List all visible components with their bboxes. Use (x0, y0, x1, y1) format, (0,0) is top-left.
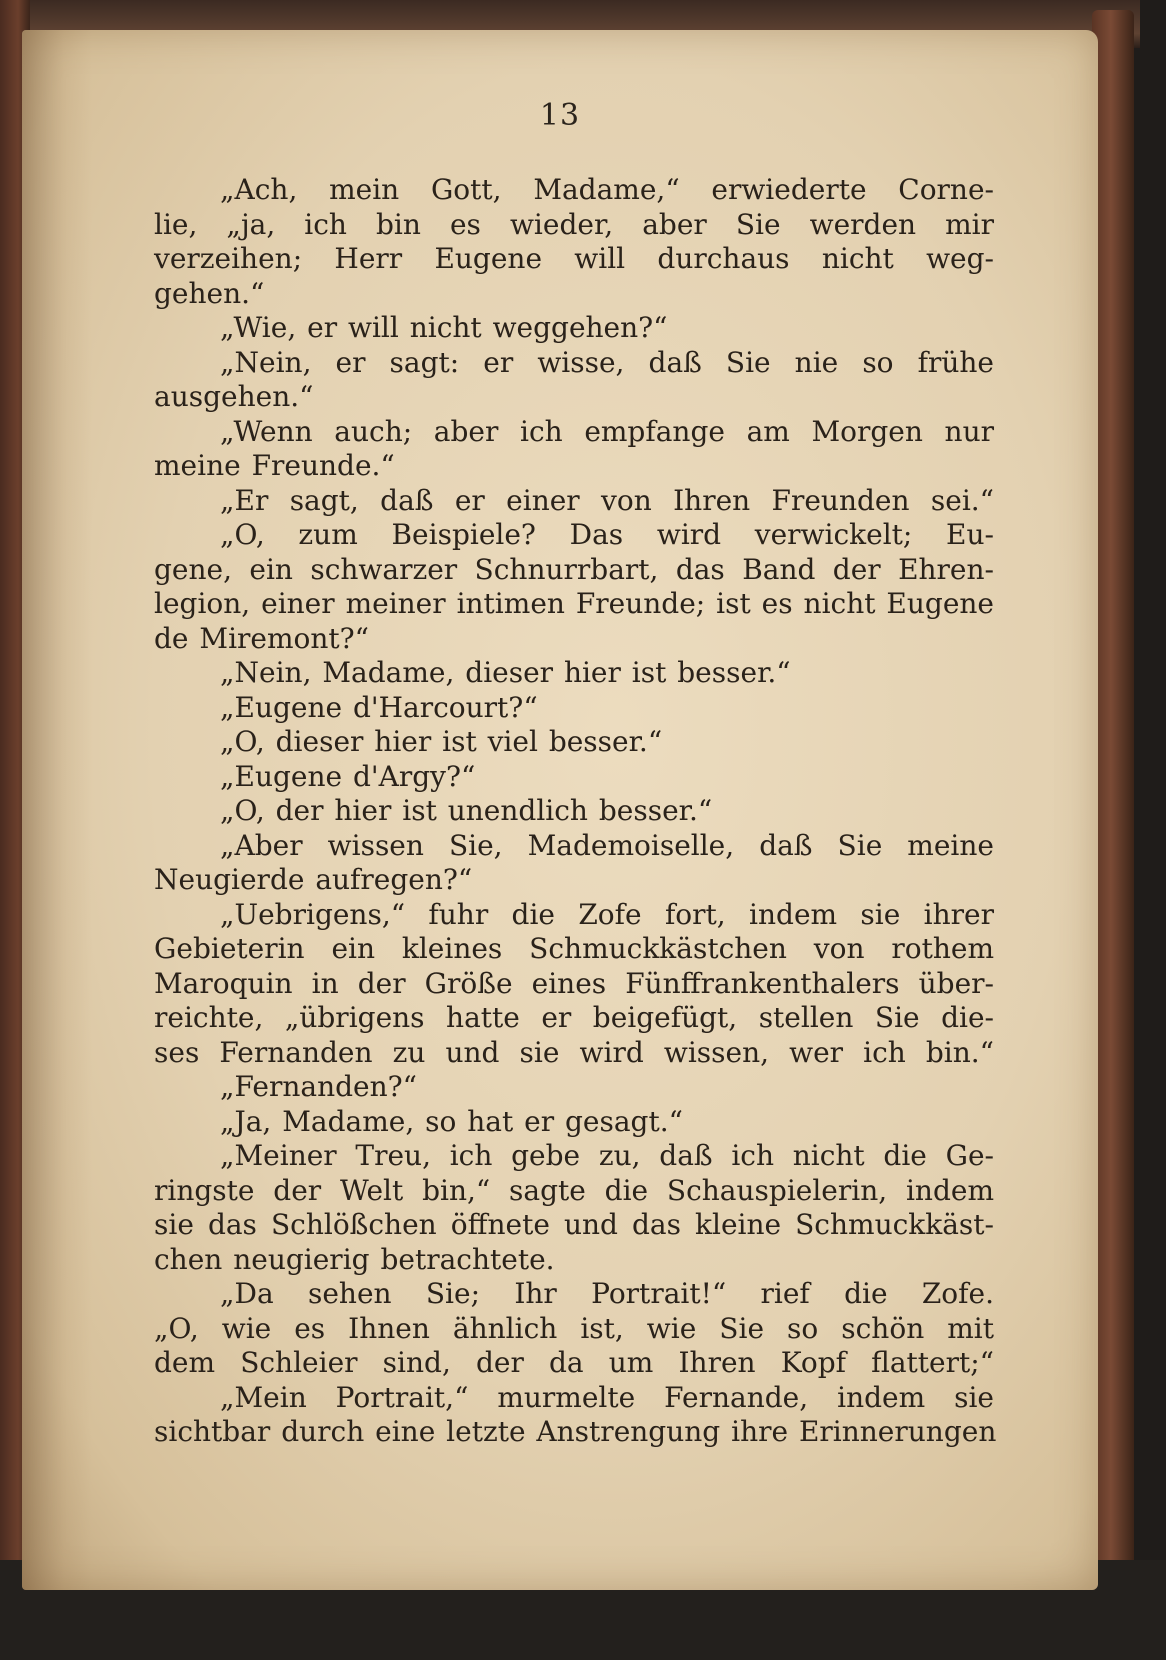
text-line: „Ja, Madame, so hat er gesagt.“ (220, 1104, 683, 1138)
text-line: sie das Schlößchen öffnete und das kleine Schmuckkäst- (154, 1208, 994, 1241)
text-line: „Da sehen Sie; Ihr Portrait!“ rief die Zofe. (220, 1277, 994, 1310)
text-line: „O, der hier ist unendlich besser.“ (220, 794, 713, 827)
text-line: „Wie, er will nicht weggehen?“ (220, 311, 668, 344)
text-line: „O, wie es Ihnen ähnlich ist, wie Sie so schön mit (154, 1311, 994, 1345)
text-line: ses Fernanden zu und sie wird wissen, wer ich bin.“ (154, 1035, 994, 1069)
text-line: „Uebrigens,“ fuhr die Zofe fort, indem sie ihrer (220, 897, 994, 931)
text-line: „Eugene d'Argy?“ (220, 759, 476, 793)
text-line: „Nein, er sagt: er wisse, daß Sie nie so frühe (220, 345, 994, 379)
text-line: „Meiner Treu, ich gebe zu, daß ich nicht die Ge- (220, 1139, 994, 1172)
body-text (154, 173, 997, 1450)
page-number: 13 (539, 98, 581, 133)
text-line: „Mein Portrait,“ murmelte Fernande, indem sie (220, 1380, 994, 1414)
text-line: „O, dieser hier ist viel besser.“ (220, 725, 663, 758)
text-line: verzeihen; Herr Eugene will durchaus nicht weg- (154, 242, 994, 275)
text-line: Maroquin in der Größe eines Fünffrankenthalers über- (154, 966, 994, 1000)
text-line: Neugierde aufregen?“ (154, 863, 473, 896)
text-line: „Eugene d'Harcourt?“ (220, 690, 538, 724)
text-line: „Er sagt, daß er einer von Ihren Freunden sei.“ (220, 483, 994, 517)
text-line: de Miremont?“ (154, 621, 369, 655)
text-line: Gebieterin ein kleines Schmuckkästchen von rothem (154, 932, 994, 965)
page-gutter-shadow (22, 30, 92, 1590)
text-line: „Fernanden?“ (220, 1070, 417, 1103)
text-line: ringste der Welt bin,“ sagte die Schauspielerin, indem (154, 1173, 994, 1207)
text-line: „Wenn auch; aber ich empfange am Morgen nur (220, 414, 994, 448)
text-line: gehen.“ (154, 276, 265, 310)
text-line: „Ach, mein Gott, Madame,“ erwiederte Corne- (220, 173, 994, 206)
text-line: meine Freunde.“ (154, 449, 395, 482)
text-line: sichtbar durch eine letzte Anstrengung ihre Erinnerungen (154, 1415, 997, 1448)
text-line: „O, zum Beispiele? Das wird verwickelt; Eu- (220, 518, 994, 551)
text-line: dem Schleier sind, der da um Ihren Kopf flattert;“ (154, 1346, 994, 1379)
text-line: gene, ein schwarzer Schnurrbart, das Band der Ehren- (154, 552, 994, 586)
text-line: ausgehen.“ (154, 380, 314, 413)
book-cover-right (1092, 10, 1134, 1630)
text-line: legion, einer meiner intimen Freunde; ist es nicht Eugene (154, 587, 994, 620)
text-line: „Aber wissen Sie, Mademoiselle, daß Sie meine (220, 828, 994, 862)
book-page (22, 30, 1098, 1590)
text-line: reichte, „übrigens hatte er beigefügt, stellen Sie die- (154, 1001, 994, 1034)
text-line: chen neugierig betrachtete. (154, 1242, 555, 1276)
text-line: „Nein, Madame, dieser hier ist besser.“ (220, 656, 791, 689)
text-line: lie, „ja, ich bin es wieder, aber Sie werden mir (154, 207, 994, 241)
